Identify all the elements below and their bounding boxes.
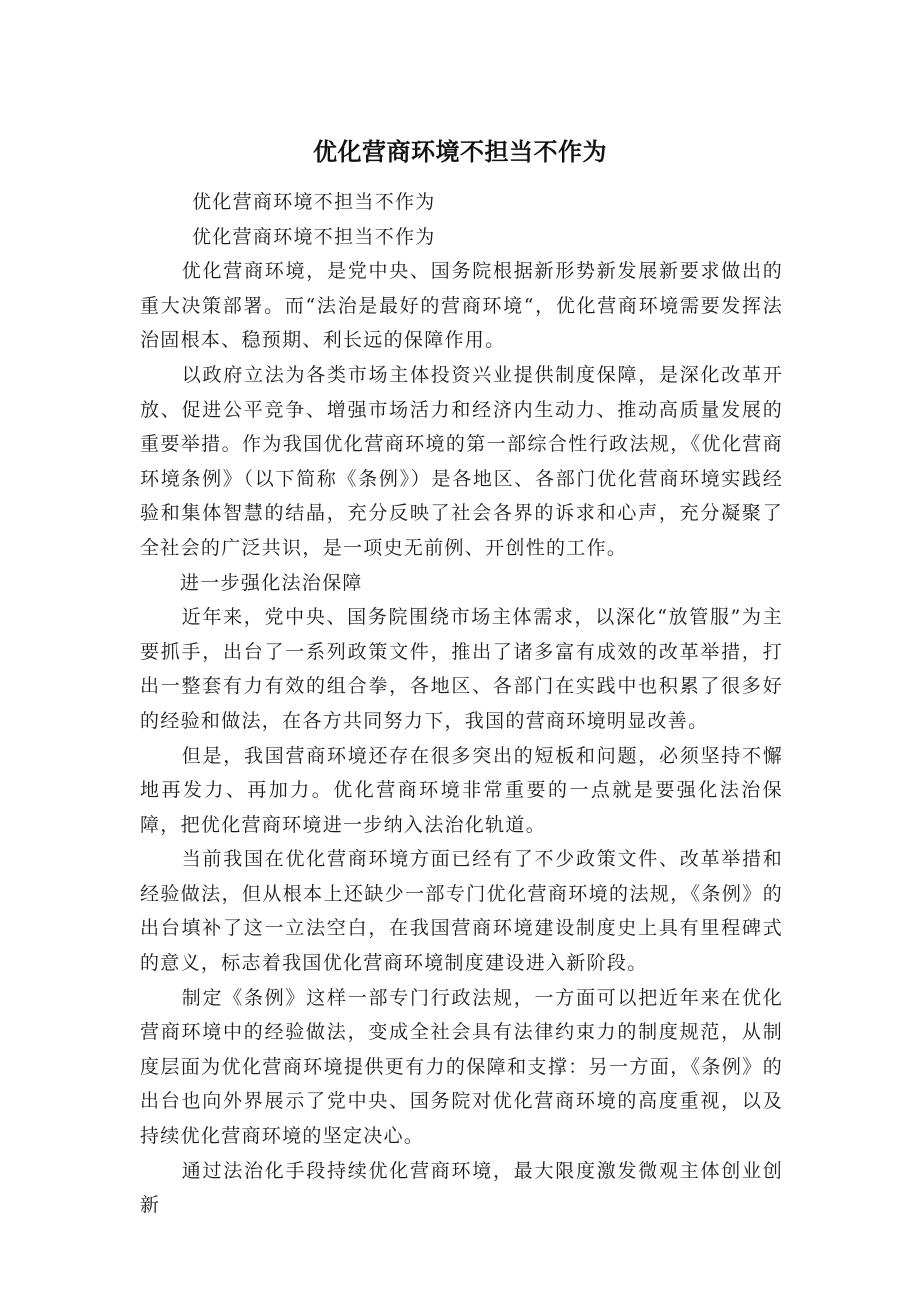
section-paragraph: 当前我国在优化营商环境方面已经有了不少政策文件、改革举措和经验做法，但从根本上还缺少一部专门优化营商环境的法规，《条例》的出台填补了这一立法空白，在我国营商环境建设制度史上具有里程碑式的意义，标志着我国优化营商环境制度建设进入新阶段。: [140, 848, 783, 975]
section-paragraph: 近年来，党中央、国务院围绕市场主体需求，以深化“放管服”为主要抓手，出台了一系列政策文件，推出了诸多富有成效的改革举措，打出一整套有力有效的组合拳，各地区、各部门在实践中也积累了很多好的经验和做法，在各方共同努力下，我国的营商环境明显改善。: [140, 606, 783, 732]
subtitle-line: 优化营商环境不担当不作为: [192, 225, 436, 248]
section-paragraph: 通过法治化手段持续优化营商环境，最大限度激发微观主体创业创新: [140, 1159, 783, 1217]
intro-paragraph: 优化营商环境，是党中央、国务院根据新形势新发展新要求做出的重大决策部署。而“法治是最好的营商环境“，优化营商环境需要发挥法治固根本、稳预期、利长远的保障作用。: [140, 260, 783, 352]
document-body: [140, 185, 783, 1223]
document-title: 优化营商环境不担当不作为: [313, 138, 607, 167]
subtitle-line: 优化营商环境不担当不作为: [192, 191, 436, 213]
section-paragraph: 但是，我国营商环境还存在很多突出的短板和问题，必须坚持不懈地再发力、再加力。优化营商环境非常重要的一点就是要强化法治保障，把优化营商环境进一步纳入法治化轨道。: [140, 744, 783, 836]
section-paragraph: 制定《条例》这样一部专门行政法规，一方面可以把近年来在优化营商环境中的经验做法，变成全社会具有法律约束力的制度规范，从制度层面为优化营商环境提供更有力的保障和支撑：另一方面，《条例》的出台也向外界展示了党中央、国务院对优化营商环境的高度重视，以及持续优化营商环境的坚定决心。: [140, 986, 783, 1148]
intro-paragraph: 以政府立法为各类市场主体投资兴业提供制度保障，是深化改革开放、促进公平竞争、增强市场活力和经济内生动力、推动高质量发展的重要举措。作为我国优化营商环境的第一部综合性行政法规，《优化营商环境条例》（以下简称《条例》）是各地区、各部门优化营商环境实践经验和集体智慧的结晶，充分反映了社会各界的诉求和心声，充分凝聚了全社会的广泛共识，是一项史无前例、开创性的工作。: [140, 363, 783, 559]
section-heading: 进一步强化法治保障: [180, 571, 363, 594]
